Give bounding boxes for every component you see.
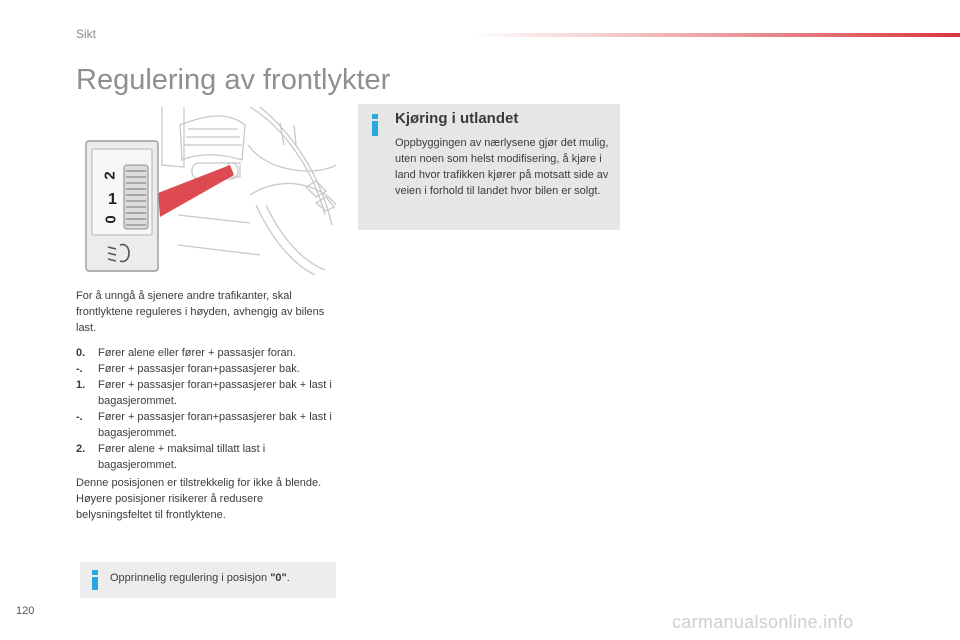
position-text: Fører + passasjer foran+passasjerer bak + last i bagasjerommet. [98, 379, 332, 407]
note-paragraph: Denne posisjonen er tilstrekkelig for ikke å blende. Høyere posisjoner risikerer å redusere belysningsfeltet til frontlyktene. [76, 477, 322, 521]
dial-number-1: 1 [108, 191, 117, 208]
watermark: carmanualsonline.info [672, 612, 854, 632]
position-key: 2. [76, 443, 86, 455]
position-key: 1. [76, 379, 86, 391]
position-key: 0. [76, 347, 86, 359]
initial-setting-text: Opprinnelig regulering i posisjon "0". [110, 572, 290, 584]
initial-setting-note [80, 562, 336, 598]
intro-paragraph: For å unngå å sjenere andre trafikanter, skal frontlyktene reguleres i høyden, avhengig av bilens last. [76, 290, 325, 334]
dial-number-2: 2 [101, 171, 119, 180]
initial-setting-value: "0" [270, 572, 287, 584]
list-item [76, 409, 338, 441]
position-text: Fører alene eller fører + passasjer foran. [98, 347, 296, 359]
position-list [76, 345, 338, 473]
position-key: -. [76, 411, 83, 423]
page-title: Regulering av frontlykter [76, 64, 391, 96]
headlamp-adjuster-illustration [80, 105, 336, 275]
driving-abroad-box [358, 104, 620, 230]
position-text: Fører + passasjer foran+passasjerer bak. [98, 363, 300, 375]
list-item [76, 441, 338, 473]
section-label: Sikt [76, 27, 97, 41]
info-icon [368, 114, 382, 141]
info-box-heading: Kjøring i utlandet [395, 110, 519, 127]
header-rule [470, 33, 960, 37]
info-box-body: Oppbyggingen av nærlysene gjør det mulig, uten noen som helst modifisering, å kjøre i land hvor trafikken kjører på motsatt side av veien i forhold til landet hvor bilen er solgt. [395, 137, 609, 197]
page-number: 120 [16, 605, 35, 617]
position-text: Fører alene + maksimal tillatt last i bagasjerommet. [98, 443, 266, 471]
list-item [76, 345, 338, 361]
position-text: Fører + passasjer foran+passasjerer bak + last i bagasjerommet. [98, 411, 332, 439]
info-icon [88, 570, 102, 595]
list-item [76, 377, 338, 409]
position-key: -. [76, 363, 83, 375]
dial-number-0: 0 [102, 215, 120, 224]
list-item [76, 361, 338, 377]
